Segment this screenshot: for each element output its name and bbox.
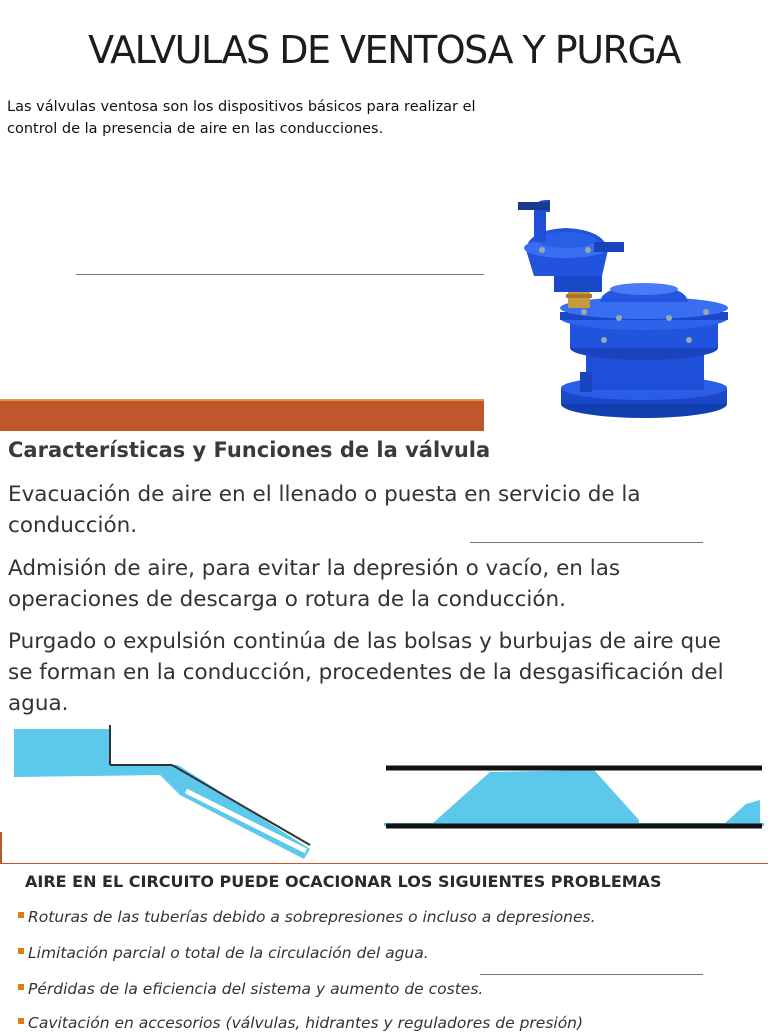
divider-line	[480, 974, 703, 975]
function-paragraph: Evacuación de aire en el llenado o puesta en servicio de la conducción.	[8, 482, 641, 538]
intro-text: Las válvulas ventosa son los dispositivos básicos para realizar el control de la presencia de aire en las conducciones.	[7, 99, 476, 137]
accent-divider	[0, 863, 768, 864]
section-heading: Características y Funciones de la válvula	[8, 438, 491, 462]
bullet-square-icon	[18, 1018, 24, 1024]
pipe-air-pocket-diagram	[384, 760, 768, 832]
accent-tick	[0, 832, 2, 864]
function-paragraph: Admisión de aire, para evitar la depresión o vacío, en las operaciones de descarga o rotura de la conducción.	[8, 556, 621, 612]
bullet-square-icon	[18, 912, 24, 918]
problem-item: Roturas de las tuberías debido a sobrepresiones o incluso a depresiones.	[18, 908, 596, 926]
bullet-square-icon	[18, 984, 24, 990]
divider-line	[470, 542, 703, 543]
tank-pipe-diagram	[10, 725, 315, 861]
problem-item: Limitación parcial o total de la circulación del agua.	[18, 944, 429, 962]
air-valve-image	[484, 190, 768, 432]
problem-item: Pérdidas de la eficiencia del sistema y aumento de costes.	[18, 980, 483, 998]
problem-item: Cavitación en accesorios (válvulas, hidrantes y reguladores de presión)	[18, 1014, 583, 1032]
bullet-square-icon	[18, 948, 24, 954]
page-title: VALVULAS DE VENTOSA Y PURGA	[88, 28, 680, 72]
problems-heading: AIRE EN EL CIRCUITO PUEDE OCACIONAR LOS SIGUIENTES PROBLEMAS	[25, 872, 662, 891]
divider-line	[76, 274, 484, 275]
accent-band	[0, 401, 484, 431]
function-paragraph: Purgado o expulsión continúa de las bolsas y burbujas de aire que se forman en la conducción, procedentes de la desgasificación del agua.	[8, 629, 724, 716]
